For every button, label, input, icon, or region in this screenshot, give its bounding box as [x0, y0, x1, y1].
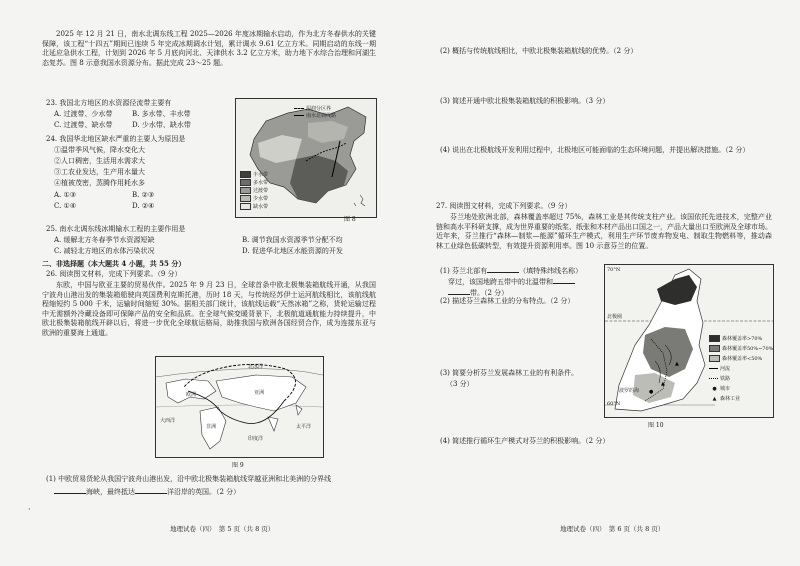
q24-option-d[interactable]: D. ②④	[132, 202, 155, 210]
map-8-caption: 图 8	[344, 216, 356, 223]
q23-option-c[interactable]: C. 过渡带、缺水带	[54, 121, 113, 129]
map9-label-europe: 欧洲	[186, 392, 197, 398]
q27-2-text: (2) 描述芬兰森林工业的分布特点。（2 分）	[440, 297, 575, 305]
map10-legend-3: 森林覆盖率<50%	[709, 355, 762, 362]
q27-3-text-b: （3 分）	[446, 380, 474, 388]
map9-label-atlantic: 大西洋	[160, 418, 176, 424]
q24-option-c[interactable]: C. ①④	[54, 202, 77, 210]
svg-text:▲: ▲	[675, 361, 679, 367]
map10-legend-4: 河流	[709, 365, 730, 372]
map9-label-indian: 印度洋	[248, 436, 264, 442]
q25-option-a[interactable]: A. 缓解北方冬春季节水资源短缺	[54, 236, 155, 244]
intro-paragraph: 2025 年 12 月 21 日，南水北调东线工程 2025—2026 年度冰期输水启动，作为北方冬春供水的关键保障，该工程“十四五”期间已连续 5 年完成冰期调水计划，累计调水 9.61 亿立方米。同期启动的东线一期北延应急供水工程，计划到 2026 年 5 月底向河北、天津供水 3.2 亿立方米，助力地下水综合治理和河湖生态复苏。图 8 示意我国水资源分布。据此完成 23～25 题。	[42, 30, 376, 67]
map8-legend-boundary: 湿润分区界	[294, 105, 331, 112]
svg-text:●: ●	[649, 389, 654, 395]
q26-3-text: (3) 简述开通中欧北极集装箱航线的积极影响。（3 分）	[440, 97, 610, 105]
map8-legend-1: 丰水带	[240, 171, 268, 178]
q25-option-b[interactable]: B. 调节我国水资源季节分配不均	[242, 236, 343, 244]
answer-blank[interactable]	[448, 287, 470, 295]
q24-item-4: ④植被茂密，蒸腾作用耗水多	[54, 179, 145, 187]
page-6-footer: 地理试卷（四） 第 6 页（共 8 页）	[560, 525, 665, 533]
q24-option-a[interactable]: A. ①③	[54, 191, 77, 199]
q27-1-line2: 穿过，该国地跨五带中的北温带和	[448, 276, 575, 288]
map10-legend-5: 铁路	[709, 375, 730, 382]
map9-label-pacific: 太平洋	[296, 424, 312, 430]
map10-legend-7: ▲ 森林工业	[712, 396, 741, 402]
map8-legend-2: 多水带	[240, 179, 268, 186]
q24-item-3: ③工农业发达，生产用水量大	[54, 168, 145, 176]
world-route-svg	[156, 357, 323, 457]
margin-mark: ·	[28, 505, 31, 514]
q26-1-text: (1) 中欧贸易货轮从我国宁波舟山港出发，沿中欧北极集装箱航线穿越亚洲和北美洲的分界线	[46, 475, 332, 483]
map9-label-arctic: 北冰洋	[248, 364, 264, 370]
map10-legend-1: 森林覆盖率>70%	[709, 335, 762, 342]
map-10-finland	[604, 264, 774, 418]
q27-paragraph: 芬兰地处欧洲北部，森林覆盖率超过 75%，森林工业是其传统支柱产业。该国依托先进技术，完整产业链和高水平科研支撑，成为世界重要的纸浆、纸张和木材产品出口国之一，产品大量出口至欧洲及全球市场。近年来，芬兰推行“森林—制浆—能源”循环生产模式，利用生产环节废弃物发电、制取生物燃料等，推动森林工业绿色低碳转型，有效提升资源利用率。图 10 示意芬兰的位置。	[436, 213, 772, 250]
svg-text:▲: ▲	[661, 381, 665, 387]
q27-3-text-a: (3) 简要分析芬兰发展森林工业的有利条件。	[440, 369, 579, 377]
map10-label-60n: 60°N	[607, 401, 621, 407]
q27-1-line3: 带。（2 分）	[448, 287, 508, 299]
q23-stem: 23. 我国北方地区的水资源径流带主要有	[46, 99, 172, 107]
q26-4-text: (4) 说出在北极航线开发利用过程中，北极地区可能面临的生态环境问题，并提出解决措施。（2 分）	[440, 146, 750, 154]
map8-legend-3: 过渡带	[240, 187, 268, 194]
map-8-water-distribution	[235, 98, 377, 218]
q27-1-line1: (1) 芬兰北部有 （填特殊纬线名称）	[440, 267, 583, 275]
answer-blank[interactable]	[553, 276, 575, 284]
map-10-caption: 图 10	[648, 422, 664, 429]
q26-1-line2: 海峡，最终抵达 洋沿岸的英国。（2 分）	[54, 486, 240, 498]
map10-label-sea: 波罗的海	[619, 388, 640, 394]
map-9-caption: 图 9	[232, 462, 244, 469]
answer-blank[interactable]	[487, 265, 519, 273]
map10-label-70n: 70°N	[607, 267, 621, 273]
q24-stem: 24. 我国华北地区缺水严重的主要人为原因是	[46, 135, 186, 143]
q27-heading: 27. 阅读图文材料，完成下列要求。（9 分）	[436, 202, 572, 210]
q24-item-1: ①温带季风气候，降水变化大	[54, 146, 145, 154]
map10-label-arctic-circle: 北极圈	[607, 314, 623, 320]
map8-legend-5: 缺水带	[240, 203, 268, 210]
q25-option-c[interactable]: C. 减轻北方地区的水体污染状况	[54, 247, 155, 255]
section-2-heading: 二、非选择题（本大题共 4 小题，共 55 分）	[42, 259, 186, 268]
q23-option-d[interactable]: D. 少水带、缺水带	[132, 121, 191, 129]
q24-option-b[interactable]: B. ②③	[132, 191, 155, 199]
q26-2-text: (2) 概括与传统航线相比，中欧北极集装箱航线的优势。（2 分）	[440, 47, 638, 55]
q25-stem: 25. 南水北调东线冰期输水工程的主要作用是	[46, 225, 186, 233]
q26-heading: 26. 阅读图文材料，完成下列要求。（9 分）	[46, 270, 182, 278]
map9-label-asia: 亚洲	[254, 390, 265, 396]
answer-blank[interactable]	[135, 486, 167, 494]
answer-blank[interactable]	[54, 486, 86, 494]
map8-legend-4: 少水带	[240, 195, 268, 202]
q24-item-2: ②人口稠密，生活用水需求大	[54, 157, 145, 165]
q23-option-a[interactable]: A. 过渡带、少水带	[54, 110, 113, 118]
q23-option-b[interactable]: B. 多水带、丰水带	[132, 110, 191, 118]
map10-legend-6: ● 城市	[712, 386, 731, 392]
map8-legend-route: 南水北调线路	[294, 112, 336, 119]
q25-option-d[interactable]: D. 促进华北地区水能资源的开发	[242, 247, 343, 255]
map10-legend-2: 森林覆盖率50%~70%	[709, 345, 773, 352]
page-5-footer: 地理试卷（四） 第 5 页（共 8 页）	[170, 525, 275, 533]
map9-label-africa: 非洲	[206, 424, 217, 430]
q26-paragraph: 东欧，中国与欧亚主要的贸易伙伴。2025 年 9 月 23 日，全球首条中欧北极集装箱航线开通，从我国宁波舟山港出发的集装箱船驶向英国费利克斯托港，历时 18 天，与传统经苏伊士运河航线相比，该航线航程缩短约 5 000 千米，运输时间缩短 30%。据相关部门统计，该航线运载“天然冰箱”之称，货轮运输过程中无需额外冷藏设备即可保障产品的安全和品质。在全球气候变暖背景下，北极航道通航能力持续提升，中欧北极集装箱航线开辟以后，将进一步优化全球航运格局，助推我国与欧洲各国经贸合作，成为连接东亚与欧洲的重要海上通道。	[42, 281, 376, 337]
map-9-arctic-route	[155, 356, 324, 458]
q27-4-text: (4) 简述推行循环生产模式对芬兰的积极影响。（2 分）	[440, 437, 610, 445]
page-6	[400, 0, 800, 566]
